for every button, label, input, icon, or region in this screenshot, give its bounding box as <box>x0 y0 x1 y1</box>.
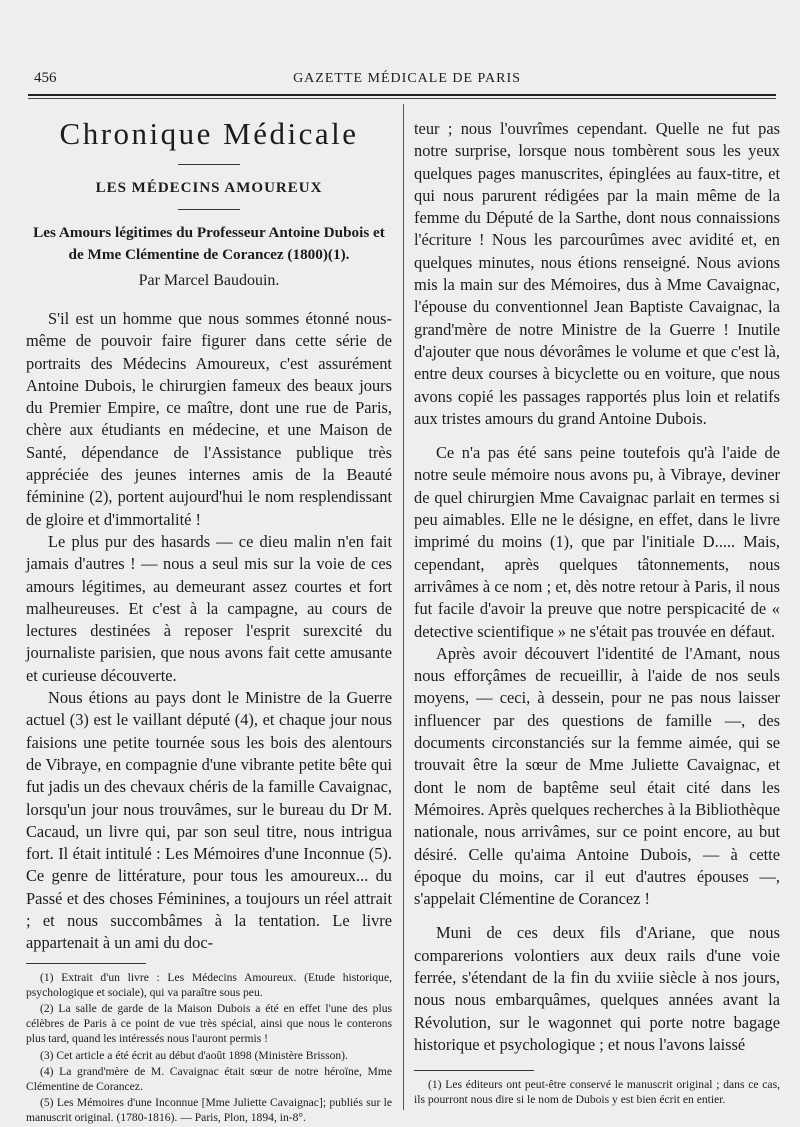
footnote-rule <box>26 963 146 964</box>
journal-title: GAZETTE MÉDICALE DE PARIS <box>293 71 521 86</box>
paragraph: Après avoir découvert l'identité de l'Amant, nous nous efforçâmes de recueillir, à l'aide de nos seuls moyens, — ceci, à dessein, pour ne pas nous laisser influencer par des questions de famille —, des documents circonstanciés sur la femme aimée, qui se trouvait être la sœur de Mme Juliette Cavaignac, et dont le nom de baptême seul était cité dans les Mémoires. Après quelques recherches à la Bibliothèque nationale, nous arrivâmes, sur ce point encore, au but désiré. Celle qu'aima Antoine Dubois, — à cette époque du moins, car il eut d'autres épouses —, s'appelait Clémentine de Corancez ! <box>414 643 780 909</box>
page-number: 456 <box>34 70 57 86</box>
chronicle-title: Chronique Médicale <box>59 116 359 151</box>
footnote: (4) La grand'mère de M. Cavaignac était sœur de notre héroïne, Mme Clémentine de Corancez. <box>26 1064 392 1094</box>
column-divider <box>403 104 404 1110</box>
section-title: LES MÉDECINS AMOUREUX <box>95 180 323 196</box>
paragraph: Muni de ces deux fils d'Ariane, que nous comparerions volontiers aux deux rails d'une voie ferrée, s'étendant de la fin du xviiie siècle à nos jours, nous nous embarquâmes, quelques années avant la Révolution, sur le wagonnet qui porte notre bagage historique et psychologique ; et nous l'avons laissé <box>414 923 780 1054</box>
left-column <box>26 114 392 1127</box>
paragraph: teur ; nous l'ouvrîmes cependant. Quelle ne fut pas notre surprise, lorsque nous tombèrent sous les yeux quelques pages manuscrites, épinglées au faux-titre, et qui nous parurent rédigées par la main même de la femme du Député de la Sarthe, dont nous connaissions l'écriture ! Nous les parcourûmes avec avidité et, en quelques minutes, nous étions renseigné. Nous avions mis la main sur des Mémoires, dus à Mme Cavaignac, l'épouse du conventionnel Jean Baptiste Cavaignac, la grand'mère de notre Ministre de la Guerre ! Inutile d'ajouter que nous dévorâmes le volume et que c'est là, entre deux courses à bicyclette ou en voiture, que nous avons copié les passages rapportés plus loin et relatifs aux tristes amours du grand Antoine Dubois. <box>414 119 780 428</box>
footnotes-right <box>414 1077 780 1107</box>
right-column <box>414 118 780 1109</box>
page-header <box>34 70 780 92</box>
paragraph: Ce n'a pas été sans peine toutefois qu'à l'aide de notre seule mémoire nous avons pu, à Vibraye, deviner de quel chirurgien Mme Cavaignac parlait en termes si peu aimables. Elle ne le désigne, en effet, dans le livre imprimé du moins (1), que par l'initiale D..... Mais, cependant, après quelques tâtonnements, nous arrivâmes à ce nom ; et, dès notre retour à Paris, il nous fut facile d'avoir la preuve que notre perspicacité de « detective scientifique » ne s'était pas trouvée en défaut. <box>414 443 780 641</box>
paragraph: Nous étions au pays dont le Ministre de la Guerre actuel (3) est le vaillant député (4), et chaque jour nous faisions une petite tournée sous les bois des alentours de Vibraye, en compagnie d'une vibrante petite bête qui fut jadis un des chevaux chéris de la famille Cavaignac, lorsqu'un jour nous trouvâmes, sur le bureau du Dr M. Cacaud, un livre qui, par son seul titre, nous intrigua fort. Il était intitulé : Les Mémoires d'une Inconnue (5). Ce genre de littérature, pour tous les amoureux... du Passé et des choses Féminines, a toujours un réel attrait ; et nous succombâmes à la tentation. Le livre appartenait à un ami du doc- <box>26 688 392 953</box>
paragraph: Le plus pur des hasards — ce dieu malin n'en fait jamais d'autres ! — nous a seul mis sur la voie de ces amours légitimes, au demeurant assez courtes et fort malheureuses. Et c'est à la campagne, au cours de lectures destinées à reposer l'esprit surexcité du journaliste parisien, que nous avons fait cette amusante et curieuse découverte. <box>26 531 392 685</box>
footnotes-left <box>26 970 392 1126</box>
article-subtitle: Les Amours légitimes du Professeur Antoine Dubois et de Mme Clémentine de Corancez (1800)(1). <box>33 224 385 263</box>
section-rule <box>178 209 240 210</box>
footnote: (2) La salle de garde de la Maison Dubois a été en effet l'une des plus célèbres de Paris à ce point de vue très spécial, ainsi que nous le conterons plus tard, quand les intéressés nous l'auront permis ! <box>26 1002 392 1046</box>
header-rule-thin <box>28 98 776 99</box>
footnote: (3) Cet article a été écrit au début d'août 1898 (Ministère Brisson). <box>40 1048 348 1062</box>
byline: Par Marcel Baudouin. <box>138 272 280 289</box>
footnote: (1) Extrait d'un livre : Les Médecins Amoureux. (Etude historique, psychologique et sociale), qui va paraître sous peu. <box>26 970 392 999</box>
footnote-rule <box>414 1070 534 1071</box>
title-rule <box>178 164 240 165</box>
footnote: (1) Les éditeurs ont peut-être conservé le manuscrit original ; dans ce cas, ils pourront nous dire si le nom de Dubois y est bien écrit en entier. <box>414 1078 780 1107</box>
footnote: (5) Les Mémoires d'une Inconnue [Mme Juliette Cavaignac]; publiés sur le manuscrit original. (1780-1816). — Paris, Plon, 1894, in-8°. <box>26 1096 392 1125</box>
header-rule <box>28 94 776 96</box>
paragraph: S'il est un homme que nous sommes étonné nous-même de pouvoir faire figurer dans cette série de portraits des Médecins Amoureux, c'est assurément Antoine Dubois, le chirurgien fameux des beaux jours du Premier Empire, ce maître, dont une rue de Paris, chère aux étudiants en médecine, et une Maison de Santé, dépendance de l'Assistance publique très appréciée des jeunes internes amis de la Beauté féminine (2), portent aujourd'hui le nom resplendissant de gloire et d'immortalité ! <box>26 309 392 529</box>
